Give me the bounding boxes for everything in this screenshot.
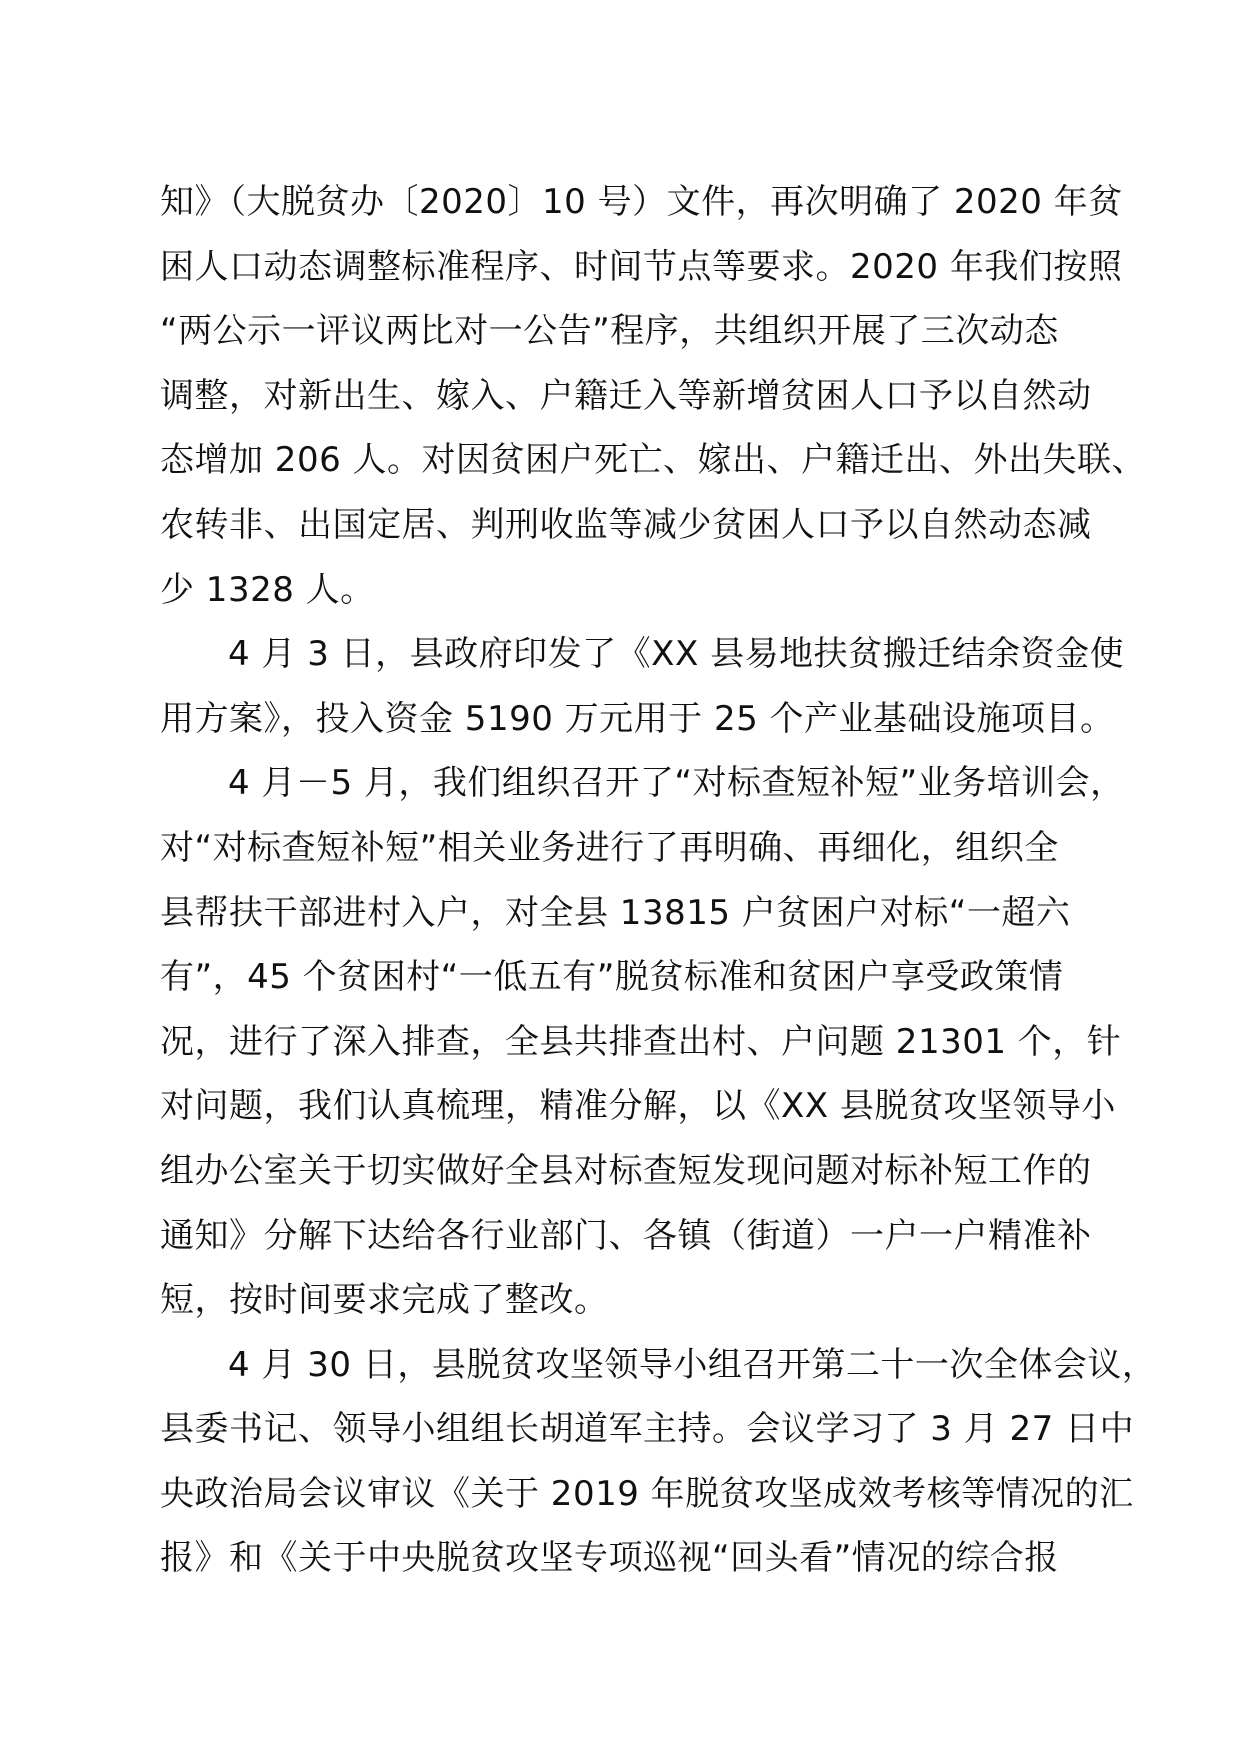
document-body xyxy=(160,170,1157,1591)
text-line: 农转非、出国定居、判刑收监等减少贫困人口予以自然动态减 xyxy=(160,504,1092,545)
paragraph-first-line: 4 月 30 日，县脱贫攻坚领导小组召开第二十一次全体会议， xyxy=(228,1344,1157,1385)
paragraph-first-line: 4 月 3 日，县政府印发了《XX 县易地扶贫搬迁结余资金使 xyxy=(228,634,1125,675)
text-line: 县委书记、领导小组组长胡道军主持。会议学习了 3 月 27 日中 xyxy=(160,1409,1135,1450)
text-line: 对问题，我们认真梳理，精准分解，以《XX 县脱贫攻坚领导小 xyxy=(160,1086,1116,1127)
text-line: 用方案》，投入资金 5190 万元用于 25 个产业基础设施项目。 xyxy=(160,698,1115,739)
text-line: 央政治局会议审议《关于 2019 年脱贫攻坚成效考核等情况的汇 xyxy=(160,1473,1134,1514)
text-line: 困人口动态调整标准程序、时间节点等要求。2020 年我们按照 xyxy=(160,246,1123,287)
text-line: 知》（大脱贫办〔2020〕10 号）文件，再次明确了 2020 年贫 xyxy=(160,182,1123,222)
text-line: 报》和《关于中央脱贫攻坚专项巡视“回头看”情况的综合报 xyxy=(160,1538,1059,1579)
text-line: 通知》分解下达给各行业部门、各镇（街道）一户一户精准补 xyxy=(160,1215,1092,1256)
text-line: 有”，45 个贫困村“一低五有”脱贫标准和贫困户享受政策情 xyxy=(160,957,1064,998)
text-line: 组办公室关于切实做好全县对标查短发现问题对标补短工作的 xyxy=(160,1150,1092,1191)
text-line: 况，进行了深入排查，全县共排查出村、户问题 21301 个，针 xyxy=(160,1021,1122,1062)
text-line: 县帮扶干部进村入户，对全县 13815 户贫困户对标“一超六 xyxy=(160,892,1071,933)
paragraph-first-line: 4 月－5 月，我们组织召开了“对标查短补短”业务培训会， xyxy=(228,763,1125,804)
text-line: 短，按时间要求完成了整改。 xyxy=(160,1280,609,1321)
text-line: 少 1328 人。 xyxy=(160,569,375,610)
text-line: 调整，对新出生、嫁入、户籍迁入等新增贫困人口予以自然动 xyxy=(160,375,1092,416)
text-line: “两公示一评议两比对一公告”程序，共组织开展了三次动态 xyxy=(160,311,1059,352)
text-line: 态增加 206 人。对因贫困户死亡、嫁出、户籍迁出、外出失联、 xyxy=(160,440,1147,481)
text-line: 对“对标查短补短”相关业务进行了再明确、再细化，组织全 xyxy=(160,827,1059,868)
